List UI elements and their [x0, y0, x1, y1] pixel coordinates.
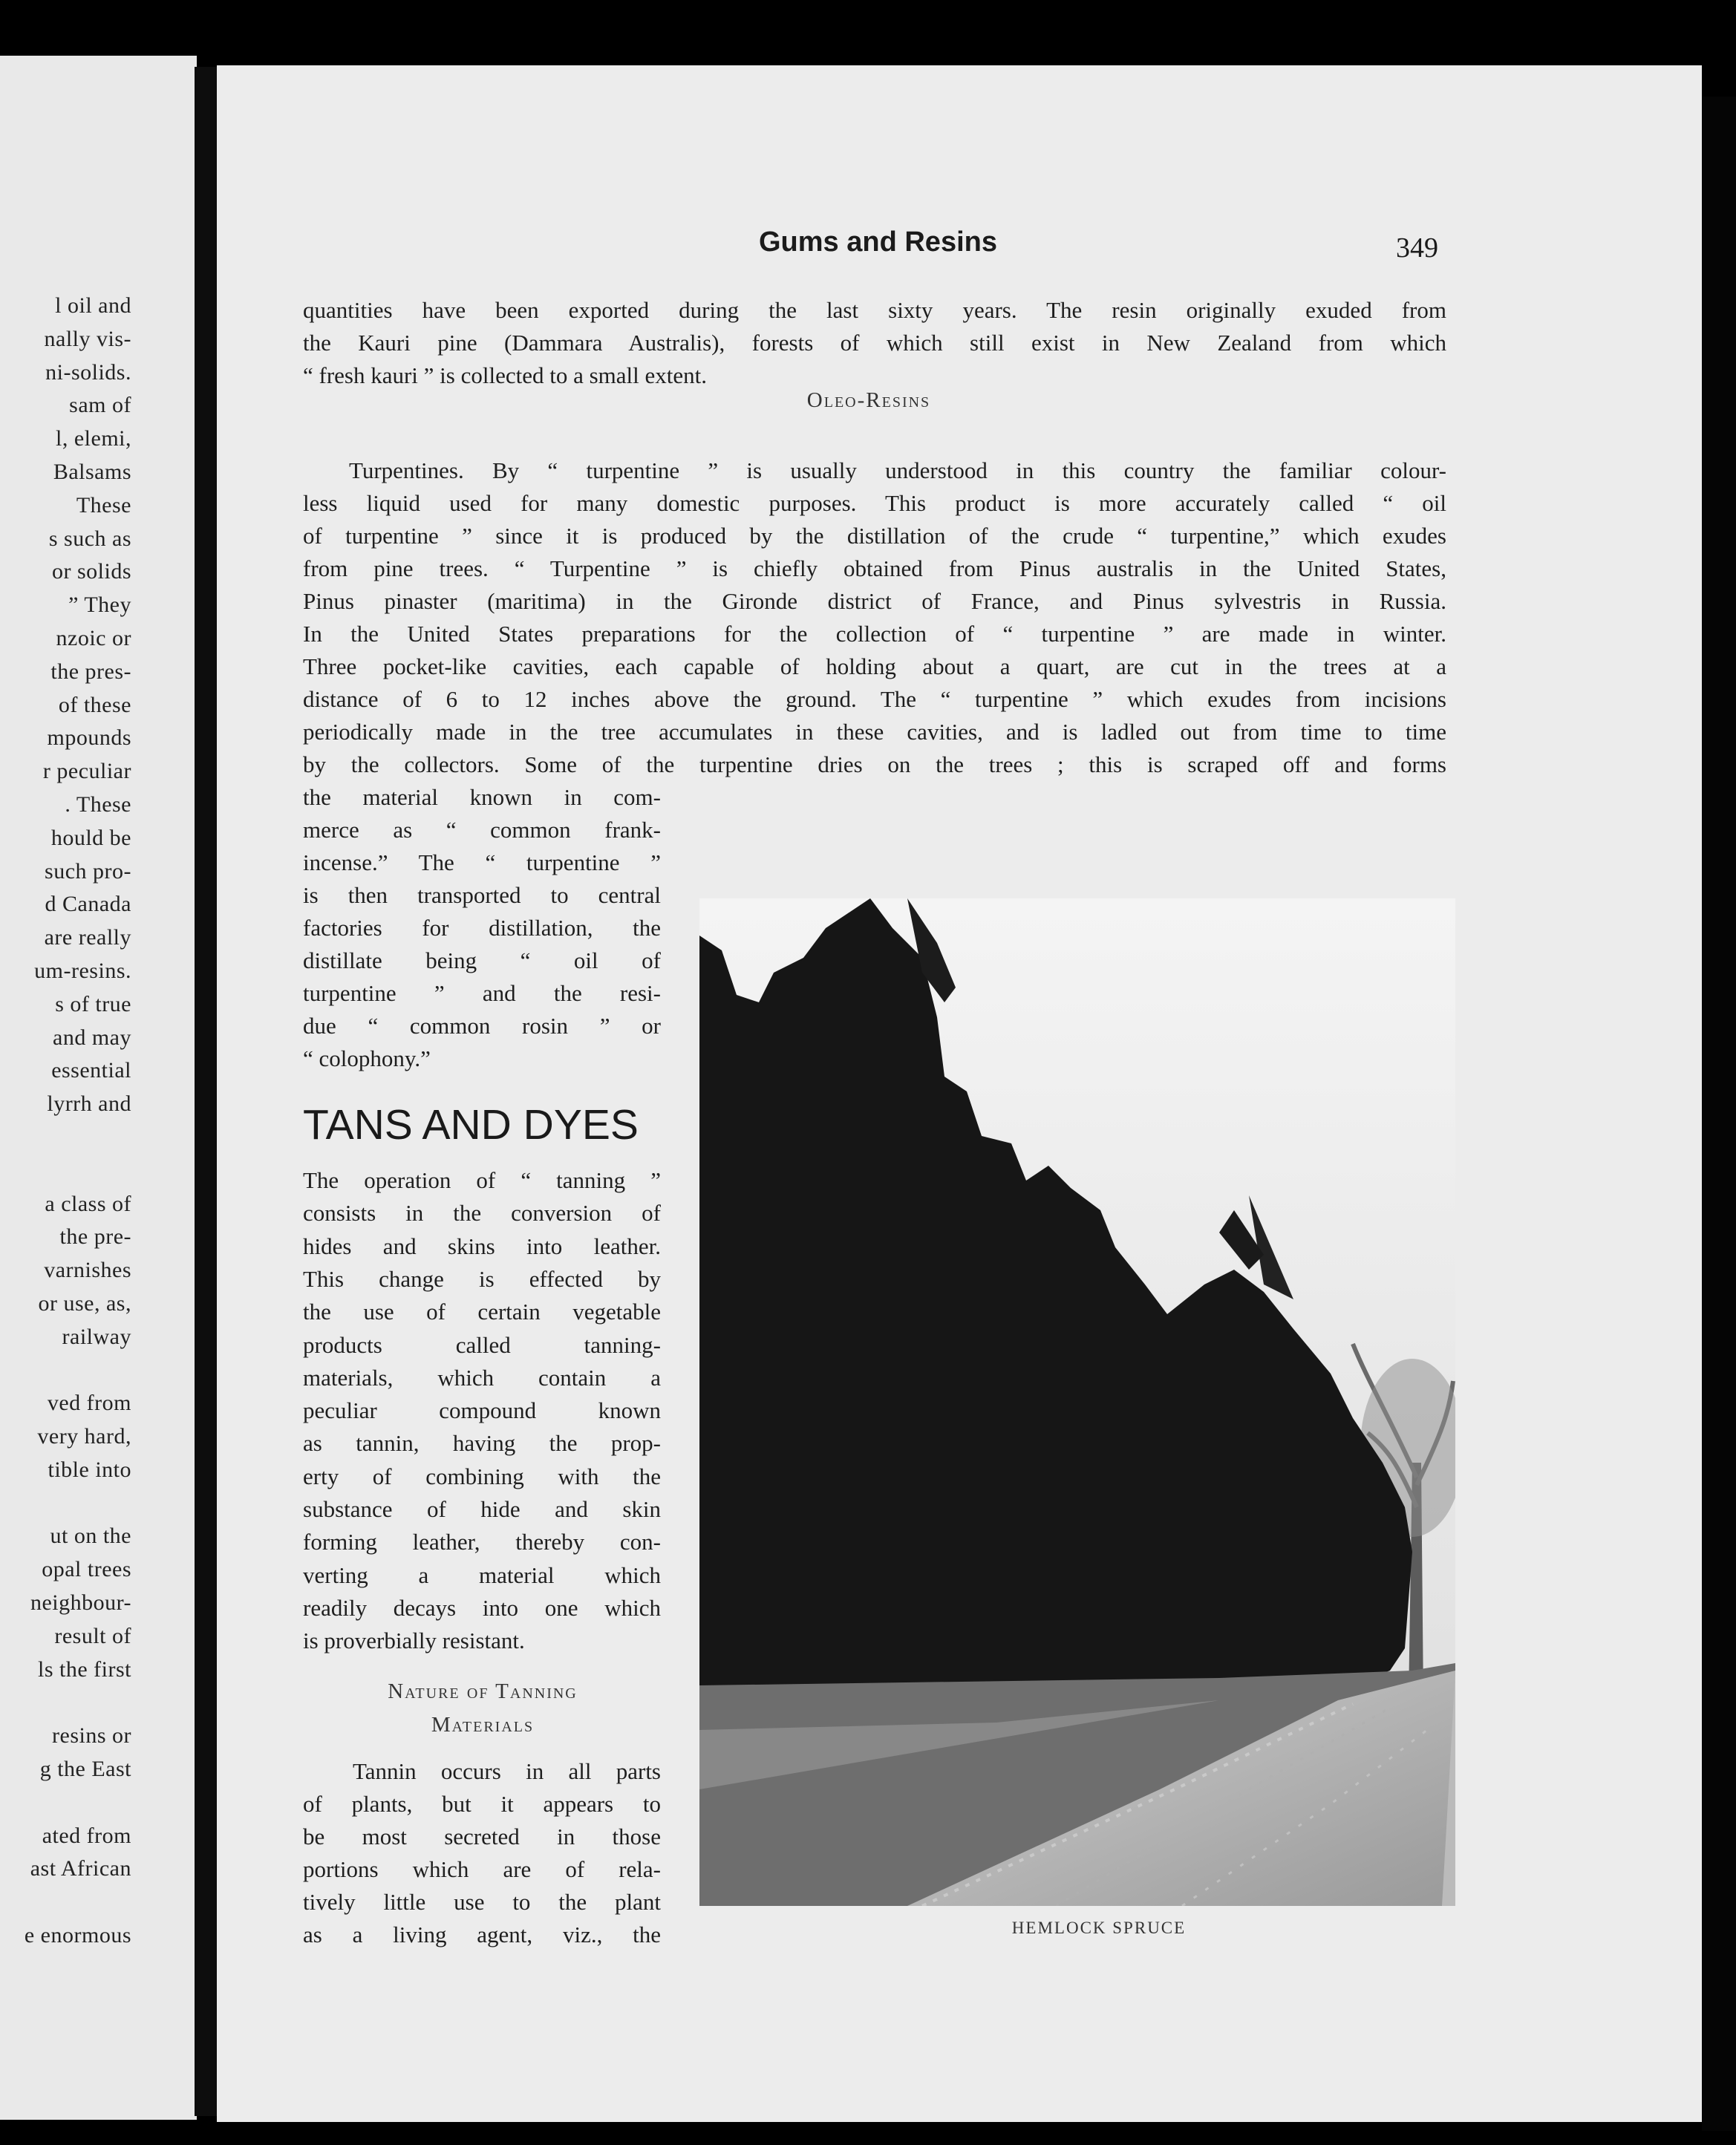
tree-photo-illustration — [699, 898, 1455, 1906]
previous-page-line: ved from — [47, 1391, 131, 1416]
oleo-narrow-lines-line: factories for distillation, the — [303, 915, 661, 941]
oleo-narrow-lines-line: distillate being “ oil of — [303, 947, 661, 973]
oleo-narrow-lines-line: merce as “ common frank- — [303, 817, 661, 843]
tans-lines-line: consists in the conversion of — [303, 1200, 661, 1227]
intro-lines-line: quantities have been exported during the last sixty years. The resin originally exuded from — [303, 297, 1446, 323]
tans-lines-line: is proverbially resistant. — [303, 1627, 525, 1654]
oleo-lines-line: periodically made in the tree accumulates in these cavities, and is ladled out from time to time — [303, 719, 1446, 745]
tans-lines-line: products called tanning- — [303, 1331, 661, 1358]
oleo-narrow-lines-line: turpentine ” and the resi- — [303, 980, 661, 1006]
previous-page-line: mpounds — [47, 725, 131, 751]
section-heading-nature-line1: Nature of Tanning — [388, 1679, 578, 1703]
previous-page-line — [0, 1155, 131, 1188]
previous-page-line — [0, 1354, 131, 1388]
previous-page-line — [0, 1121, 131, 1155]
page-number: 349 — [1396, 232, 1438, 264]
previous-page-line: s such as — [48, 526, 131, 551]
oleo-lines-line: less liquid used for many domestic purposes. This product is more accurately called “ oil — [303, 490, 1446, 516]
tans-lines-line: substance of hide and skin — [303, 1496, 661, 1522]
nature-lines-line: Tannin occurs in all parts — [353, 1758, 661, 1784]
oleo-lines-line: distance of 6 to 12 inches above the ground. The “ turpentine ” which exudes from incisions — [303, 686, 1446, 712]
tans-lines-line: This change is effected by — [303, 1265, 661, 1292]
previous-page-line — [0, 1886, 131, 1919]
oleo-lines-line: Turpentines. By “ turpentine ” is usually understood in this country the familiar colour- — [349, 457, 1446, 483]
previous-page-line: the pre- — [59, 1224, 131, 1250]
previous-page-line: varnishes — [44, 1258, 131, 1283]
previous-page-line: l, elemi, — [56, 426, 131, 451]
page-edge-shadow — [1702, 97, 1736, 2131]
tans-lines-line: hides and skins into leather. — [303, 1233, 661, 1259]
previous-page-line: or use, as, — [38, 1290, 131, 1316]
previous-page-line: result of — [54, 1623, 131, 1648]
previous-page-line: very hard, — [37, 1424, 131, 1449]
oleo-narrow-lines-line: is then transported to central — [303, 882, 661, 908]
previous-page-line: such pro- — [45, 858, 131, 884]
previous-page-line: tible into — [48, 1457, 131, 1482]
section-heading-nature-line2: Materials — [431, 1713, 535, 1737]
tans-lines-line: The operation of “ tanning ” — [303, 1167, 661, 1193]
previous-page-line — [0, 1686, 131, 1720]
previous-page-line: ated from — [42, 1823, 131, 1848]
nature-lines-line: tively little use to the plant — [303, 1889, 661, 1915]
nature-lines-line: as a living agent, viz., the — [303, 1922, 661, 1948]
oleo-narrow-lines-line: due “ common rosin ” or — [303, 1013, 661, 1039]
nature-lines-line: portions which are of rela- — [303, 1856, 661, 1882]
chapter-heading-tans-and-dyes: TANS AND DYES — [303, 1101, 639, 1149]
previous-page-line: um-resins. — [34, 958, 131, 983]
previous-page-line: the pres- — [50, 659, 131, 684]
previous-page-line: are really — [44, 925, 131, 950]
previous-page-line: hould be — [50, 825, 131, 850]
intro-lines-line: “ fresh kauri ” is collected to a small extent. — [303, 362, 708, 388]
intro-lines-line: the Kauri pine (Dammara Australis), forests of which still exist in New Zealand from which — [303, 330, 1446, 356]
previous-page-line: or solids — [51, 559, 131, 584]
previous-page-line: These — [76, 492, 131, 518]
tans-lines-line: peculiar compound known — [303, 1397, 661, 1424]
previous-page-line: essential — [51, 1058, 131, 1083]
tans-lines-line: verting a material which — [303, 1561, 661, 1588]
previous-page-line: nally vis- — [44, 326, 131, 351]
previous-page-line: resins or — [52, 1723, 131, 1749]
photo-caption: HEMLOCK SPRUCE — [1011, 1919, 1187, 1937]
previous-page-line: ut on the — [50, 1524, 131, 1549]
oleo-lines-line: from pine trees. “ Turpentine ” is chiefly obtained from Pinus australis in the United States, — [303, 555, 1446, 581]
previous-page-line: Balsams — [53, 459, 131, 484]
previous-page-line — [0, 1786, 131, 1820]
previous-page-line: neighbour- — [30, 1590, 131, 1616]
previous-page-line — [0, 1487, 131, 1521]
oleo-lines-line: In the United States preparations for the collection of “ turpentine ” are made in winter. — [303, 621, 1446, 647]
previous-page-line: and may — [53, 1025, 131, 1050]
nature-lines-line: of plants, but it appears to — [303, 1791, 661, 1817]
previous-page-line: d Canada — [45, 892, 131, 917]
tans-lines-line: readily decays into one which — [303, 1594, 661, 1621]
previous-page-line: nzoic or — [56, 625, 131, 650]
tans-lines-line: the use of certain vegetable — [303, 1299, 661, 1325]
previous-page-line: g the East — [39, 1757, 131, 1782]
oleo-lines-line: by the collectors. Some of the turpentine dries on the trees ; this is scraped off and forms — [303, 751, 1446, 777]
previous-page — [0, 56, 197, 2120]
oleo-narrow-lines-line: incense.” The “ turpentine ” — [303, 849, 661, 875]
previous-page-line: ” They — [68, 592, 131, 618]
oleo-lines-line: Pinus pinaster (maritima) in the Gironde district of France, and Pinus sylvestris in Russia. — [303, 588, 1446, 614]
tans-lines-line: materials, which contain a — [303, 1364, 661, 1391]
previous-page-text — [0, 290, 131, 1953]
previous-page-line: of these — [58, 692, 131, 717]
previous-page-line: railway — [62, 1324, 131, 1349]
previous-page-line: ls the first — [38, 1656, 131, 1682]
previous-page-line: opal trees — [42, 1557, 131, 1582]
previous-page-line: lyrrh and — [47, 1091, 131, 1117]
previous-page-line: ast African — [30, 1856, 131, 1881]
previous-page-line: sam of — [69, 393, 131, 418]
oleo-lines-line: Three pocket-like cavities, each capable of holding about a quart, are cut in the trees at a — [303, 653, 1446, 679]
section-heading-oleo-resins: Oleo-Resins — [806, 388, 931, 412]
previous-page-line: s of true — [55, 991, 131, 1016]
oleo-narrow-lines-line: “ colophony.” — [303, 1045, 431, 1071]
previous-page-line: l oil and — [55, 293, 131, 318]
oleo-narrow-lines-line: the material known in com- — [303, 784, 661, 810]
tans-lines-line: erty of combining with the — [303, 1463, 661, 1489]
nature-lines-line: be most secreted in those — [303, 1824, 661, 1849]
previous-page-line: a class of — [45, 1191, 131, 1216]
hemlock-spruce-photo — [699, 898, 1455, 1906]
previous-page-line: . These — [65, 791, 131, 817]
previous-page-line: e enormous — [24, 1923, 131, 1948]
book-gutter — [195, 67, 217, 2116]
running-header: Gums and Resins — [759, 226, 997, 258]
previous-page-line: r peculiar — [42, 759, 131, 784]
previous-page-line: ni-solids. — [45, 359, 131, 385]
oleo-lines-line: of turpentine ” since it is produced by the distillation of the crude “ turpentine,” which exudes — [303, 523, 1446, 549]
tans-lines-line: as tannin, having the prop- — [303, 1430, 661, 1457]
tans-lines-line: forming leather, thereby con- — [303, 1529, 661, 1555]
